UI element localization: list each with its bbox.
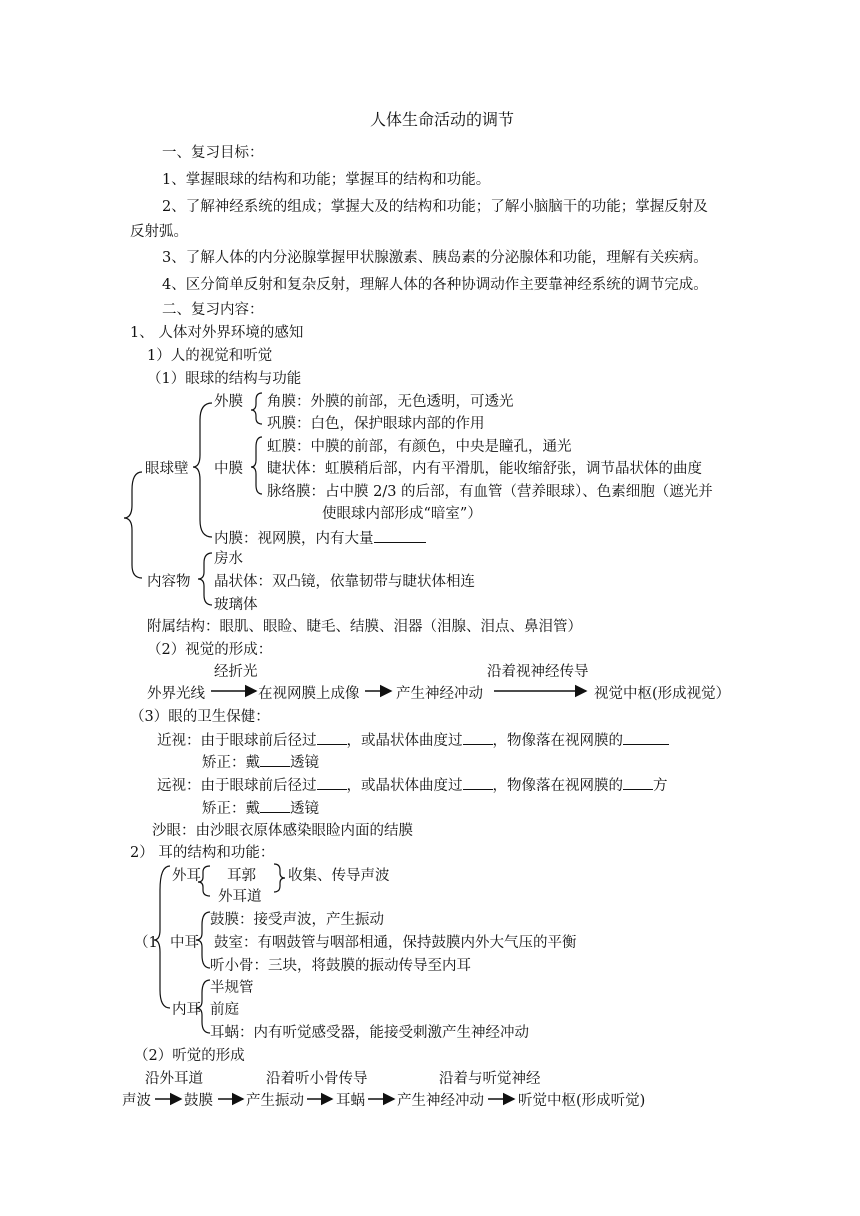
cochlea-text: 耳蜗：内有听觉感受器，能接受刺激产生神经冲动 xyxy=(210,1025,529,1041)
hearing-step-1: 声波 xyxy=(122,1093,151,1109)
goal-4: 4、区分简单反射和复杂反射，理解人体的各种协调动作主要靠神经系统的调节完成。 xyxy=(162,277,708,293)
hyperopia-text: 远视：由于眼球前后径过 ，或晶状体曲度过 ，物像落在视网膜的 方 xyxy=(157,775,668,796)
goal-1: 1、掌握眼球的结构和功能；掌握耳的结构和功能。 xyxy=(162,172,491,188)
along-auditory-label: 沿着与听觉神经 xyxy=(439,1071,541,1087)
aqueous-text: 房水 xyxy=(214,551,243,567)
vision-step-1: 外界光线 xyxy=(147,686,205,702)
hearing-step-4: 耳蜗 xyxy=(336,1093,365,1109)
ear-canal-text: 外耳道 xyxy=(218,889,262,905)
blank-field[interactable] xyxy=(463,775,493,790)
tympanic-text: 鼓室：有咽鼓管与咽部相通，保持鼓膜内外大气压的平衡 xyxy=(214,935,577,951)
blank-field[interactable] xyxy=(260,752,290,767)
hearing-formation-heading: （2）听觉的形成 xyxy=(134,1048,245,1064)
lens-text: 晶状体：双凸镜，依靠韧带与睫状体相连 xyxy=(214,574,475,590)
vitreous-text: 玻璃体 xyxy=(214,597,258,613)
choroid-text-cont: 使眼球内部形成“暗室”） xyxy=(322,506,482,522)
contents-label: 内容物 xyxy=(147,574,191,590)
blank-field[interactable] xyxy=(623,775,653,790)
ear-structure-heading: 2） 耳的结构和功能： xyxy=(130,845,275,861)
collect-brace-icon xyxy=(274,864,285,892)
vision-step-3: 产生神经冲动 xyxy=(396,686,483,702)
blank-field[interactable] xyxy=(374,528,426,543)
hearing-step-2: 鼓膜 xyxy=(184,1093,213,1109)
iris-text: 虹膜：中膜的前部，有颜色，中央是瞳孔，通光 xyxy=(267,439,572,455)
collect-text: 收集、传导声波 xyxy=(288,868,390,884)
hyperopia-correction: 矫正：戴 透镜 xyxy=(202,798,319,819)
blank-field[interactable] xyxy=(623,730,669,745)
inner-ear-label: 内耳 xyxy=(172,1002,201,1018)
cornea-text: 角膜：外膜的前部，无色透明，可透光 xyxy=(267,394,514,410)
ciliary-text: 睫状体：虹膜稍后部，内有平滑肌，能收缩舒张，调节晶状体的曲度 xyxy=(267,461,702,477)
goal-2-cont: 反射弧。 xyxy=(130,224,188,240)
myopia-text: 近视：由于眼球前后径过 ，或晶状体曲度过 ，物像落在视网膜的 xyxy=(157,730,669,751)
eye-hygiene-heading: （3）眼的卫生保健： xyxy=(130,709,270,725)
blank-field[interactable] xyxy=(260,798,290,813)
along-ossicles-label: 沿着听小骨传导 xyxy=(266,1071,368,1087)
ear-section-1: （1 xyxy=(134,935,158,951)
outer-membrane-label: 外膜 xyxy=(214,394,243,410)
myopia-correction: 矫正：戴 透镜 xyxy=(202,752,319,773)
eyeball-wall-label: 眼球壁 xyxy=(145,461,189,477)
accessory-text: 附属结构：眼肌、眼睑、睫毛、结膜、泪器（泪腺、泪点、鼻泪管） xyxy=(147,619,582,635)
refract-label: 经折光 xyxy=(214,664,258,680)
blank-field[interactable] xyxy=(317,730,347,745)
hearing-step-6: 听觉中枢(形成听觉) xyxy=(518,1093,646,1109)
hearing-step-3: 产生振动 xyxy=(246,1093,304,1109)
outer-ear-label: 外耳 xyxy=(172,868,201,884)
ossicles-text: 听小骨：三块，将鼓膜的振动传导至内耳 xyxy=(210,958,471,974)
choroid-text: 脉络膜：占中膜 2/3 的后部，有血管（营养眼球）、色素细胞（遮光并 xyxy=(267,484,713,500)
vestibule-text: 前庭 xyxy=(210,1002,239,1018)
semicircular-text: 半规管 xyxy=(210,980,254,996)
goal-3: 3、了解人体的内分泌腺掌握甲状腺激素、胰岛素的分泌腺体和功能，理解有关疾病。 xyxy=(162,250,708,266)
blank-field[interactable] xyxy=(463,730,493,745)
middle-membrane-label: 中膜 xyxy=(214,461,243,477)
outer-membrane-brace-icon xyxy=(251,393,262,424)
trachoma-text: 沙眼：由沙眼衣原体感染眼睑内面的结膜 xyxy=(152,823,413,839)
vision-formation-heading: （2）视觉的形成： xyxy=(147,642,273,658)
goal-2: 2、了解神经系统的组成；掌握大及的结构和功能；了解小脑脑干的功能；掌握反射及 xyxy=(162,199,708,215)
blank-field[interactable] xyxy=(317,775,347,790)
contents-brace-icon xyxy=(198,553,212,605)
content-heading: 二、复习内容： xyxy=(162,302,264,318)
vision-step-4: 视觉中枢(形成视觉） xyxy=(594,686,731,702)
page-title: 人体生命活动的调节 xyxy=(370,110,515,129)
eyeball-wall-brace-icon xyxy=(193,403,212,537)
eyeball-brace-icon xyxy=(124,472,142,578)
middle-membrane-brace-icon xyxy=(251,437,262,494)
auricle-text: 耳郭 xyxy=(227,868,256,884)
along-canal-label: 沿外耳道 xyxy=(145,1071,203,1087)
eardrum-text: 鼓膜：接受声波，产生振动 xyxy=(210,912,384,928)
vision-step-2: 在视网膜上成像 xyxy=(258,686,360,702)
section-1-1: 1）人的视觉和听觉 xyxy=(147,348,273,364)
goals-heading: 一、复习目标： xyxy=(162,145,264,161)
eye-structure-heading: （1）眼球的结构与功能 xyxy=(147,371,302,387)
section-1: 1、 人体对外界环境的感知 xyxy=(130,325,304,341)
hearing-step-5: 产生神经冲动 xyxy=(397,1093,484,1109)
optic-nerve-label: 沿着视神经传导 xyxy=(487,664,589,680)
middle-ear-label: 中耳 xyxy=(170,935,199,951)
inner-membrane-text: 内膜：视网膜，内有大量 xyxy=(214,528,426,549)
sclera-text: 巩膜：白色，保护眼球内部的作用 xyxy=(267,416,485,432)
